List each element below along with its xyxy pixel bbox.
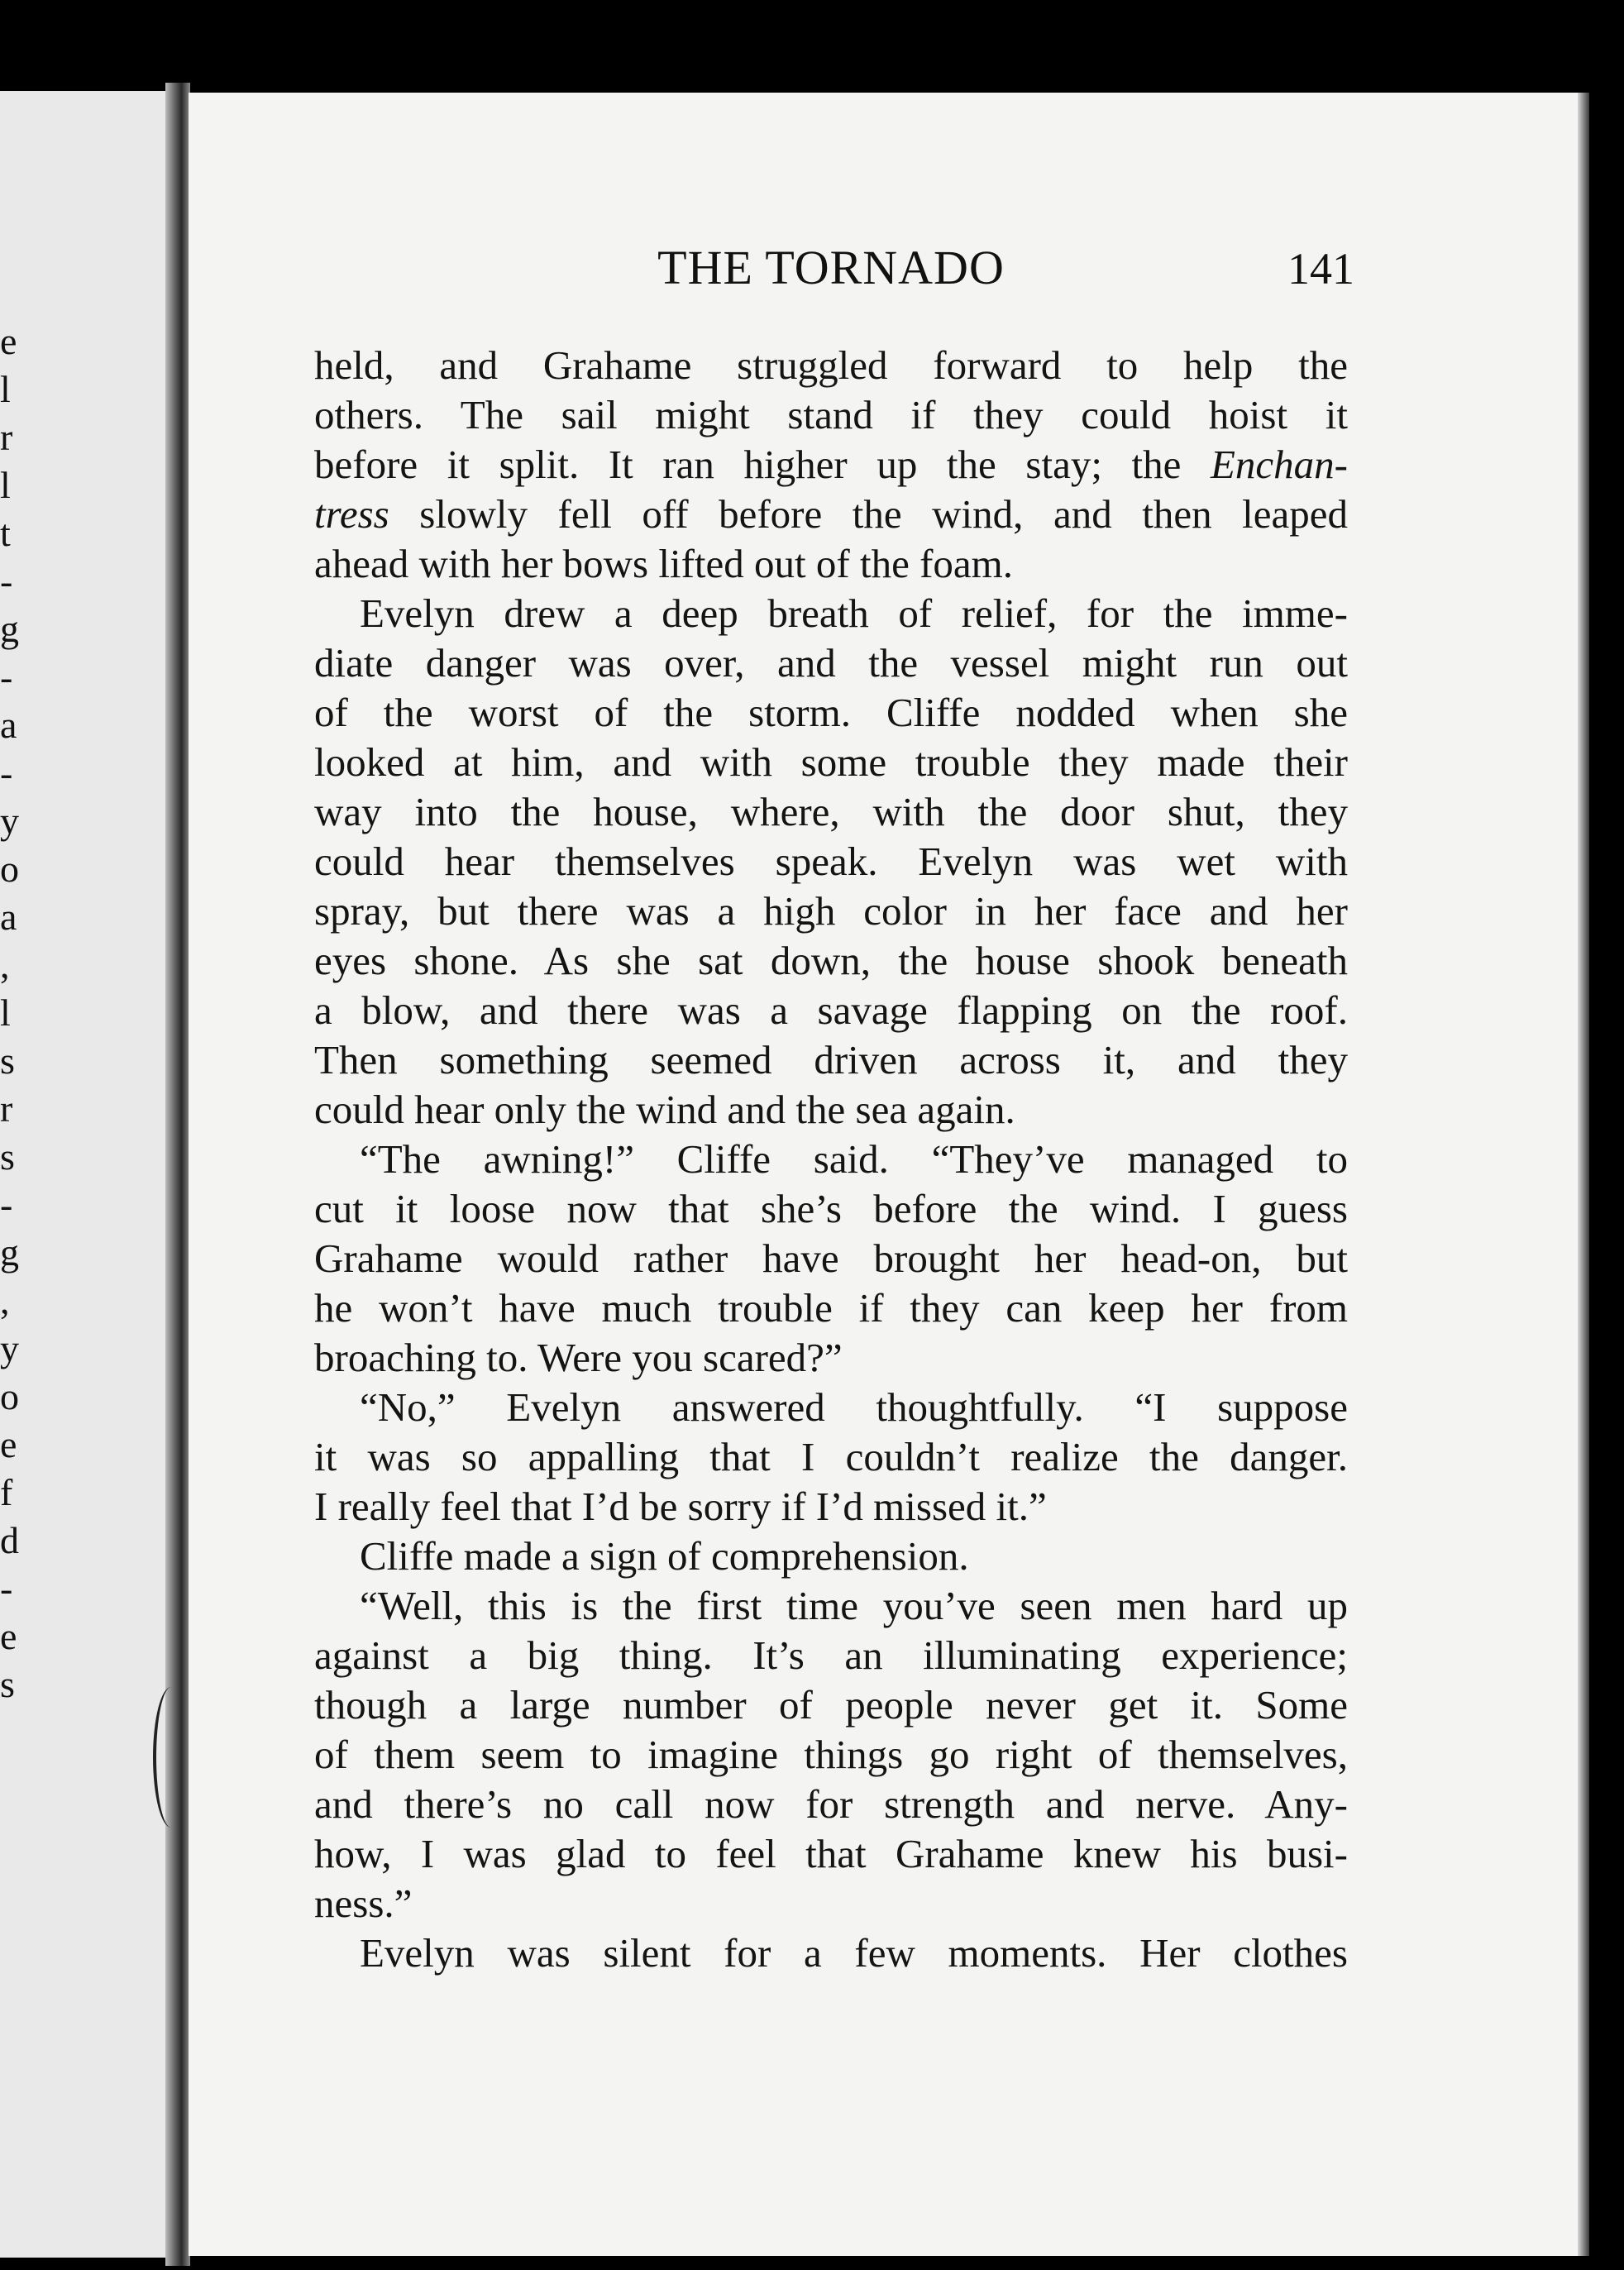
text-line: ness.” <box>314 1881 413 1926</box>
text-line: though a large number of people never get it. Some <box>314 1682 1348 1728</box>
facing-page-char: f <box>0 1471 13 1513</box>
ship-name-italic: Enchan- <box>1211 442 1348 487</box>
text-line <box>314 440 1348 490</box>
text-line: could hear themselves speak. Evelyn was wet with <box>314 839 1348 884</box>
text-line: held, and Grahame struggled forward to help the <box>314 342 1348 388</box>
text-line: it was so appalling that I couldn’t realize the danger. <box>314 1434 1348 1479</box>
facing-page-char: a <box>0 896 17 938</box>
facing-page-char: l <box>0 368 11 410</box>
facing-page-char: t <box>0 512 11 554</box>
facing-page-char: r <box>0 416 13 458</box>
text-line: “No,” Evelyn answered thoughtfully. “I suppose <box>360 1384 1348 1430</box>
text-line: others. The sail might stand if they could hoist it <box>314 392 1348 437</box>
text-line: of them seem to imagine things go right of themselves, <box>314 1732 1348 1777</box>
facing-page-char: - <box>0 1567 13 1609</box>
text-line: “The awning!” Cliffe said. “They’ve managed to <box>360 1136 1348 1182</box>
text-segment: slowly fell off before the wind, and then leaped <box>389 491 1348 537</box>
facing-page-char: s <box>0 1663 15 1705</box>
text-line: could hear only the wind and the sea again. <box>314 1087 1015 1132</box>
facing-page-char: o <box>0 1375 19 1417</box>
text-line: “Well, this is the first time you’ve seen men hard up <box>360 1583 1348 1628</box>
text-line: way into the house, where, with the door shut, they <box>314 789 1348 834</box>
facing-page-char: a <box>0 704 17 746</box>
text-line: of the worst of the storm. Cliffe nodded when she <box>314 690 1348 735</box>
text-line: ahead with her bows lifted out of the foam. <box>314 541 1014 586</box>
facing-page-char: s <box>0 1039 15 1082</box>
text-line: and there’s no call now for strength and nerve. Any- <box>314 1781 1348 1827</box>
text-line: against a big thing. It’s an illuminating experience; <box>314 1632 1348 1678</box>
book-gutter <box>165 83 190 2266</box>
text-line: spray, but there was a high color in her face and her <box>314 888 1348 934</box>
facing-page-char: l <box>0 992 11 1034</box>
facing-page-char: , <box>0 1279 10 1321</box>
facing-page-char: e <box>0 1615 17 1657</box>
text-line: Cliffe made a sign of comprehension. <box>360 1533 969 1579</box>
facing-page-char: s <box>0 1135 15 1178</box>
facing-page-char: y <box>0 1327 19 1369</box>
text-line: looked at him, and with some trouble they made their <box>314 739 1348 785</box>
text-line: he won’t have much trouble if they can keep her from <box>314 1285 1348 1331</box>
text-line: Then something seemed driven across it, and they <box>314 1037 1348 1082</box>
body-text <box>314 341 1348 1978</box>
facing-page-char: d <box>0 1519 19 1561</box>
running-head <box>314 240 1354 298</box>
facing-page-char: - <box>0 1183 13 1226</box>
facing-page-edge <box>0 91 170 2258</box>
text-line <box>314 490 1348 539</box>
text-line: Evelyn drew a deep breath of relief, for the imme- <box>360 590 1348 636</box>
text-line: I really feel that I’d be sorry if I’d missed it.” <box>314 1484 1047 1529</box>
facing-page-char: o <box>0 848 19 890</box>
facing-page-char: - <box>0 752 13 794</box>
gutter-bracket-mark <box>153 1687 189 1828</box>
facing-page-char: g <box>0 608 19 650</box>
facing-page-char: y <box>0 800 19 842</box>
text-line: eyes shone. As she sat down, the house shook beneath <box>314 938 1348 983</box>
facing-page-char: , <box>0 944 10 986</box>
text-segment: before it split. It ran higher up the stay; the <box>314 442 1211 487</box>
facing-page-char: e <box>0 1423 17 1465</box>
text-line: Evelyn was silent for a few moments. Her clothes <box>360 1930 1348 1976</box>
facing-page-char: - <box>0 560 13 602</box>
facing-page-char: g <box>0 1231 19 1274</box>
page-right-edge <box>1578 93 1589 2256</box>
page-number: 141 <box>1287 244 1354 294</box>
text-line: Grahame would rather have brought her head-on, but <box>314 1235 1348 1281</box>
text-line: diate danger was over, and the vessel might run out <box>314 640 1348 686</box>
text-line: how, I was glad to feel that Grahame knew his busi- <box>314 1831 1348 1876</box>
text-line: a blow, and there was a savage flapping on the roof. <box>314 987 1348 1033</box>
text-line: broaching to. Were you scared?” <box>314 1335 843 1380</box>
facing-page-char: l <box>0 464 11 506</box>
facing-page-char: - <box>0 656 13 698</box>
chapter-title: THE TORNADO <box>657 241 1005 294</box>
facing-page-text-fragments <box>0 91 25 2258</box>
facing-page-char: e <box>0 320 17 362</box>
ship-name-italic: tress <box>314 491 389 537</box>
text-line: cut it loose now that she’s before the wind. I guess <box>314 1186 1348 1231</box>
facing-page-char: r <box>0 1087 13 1130</box>
